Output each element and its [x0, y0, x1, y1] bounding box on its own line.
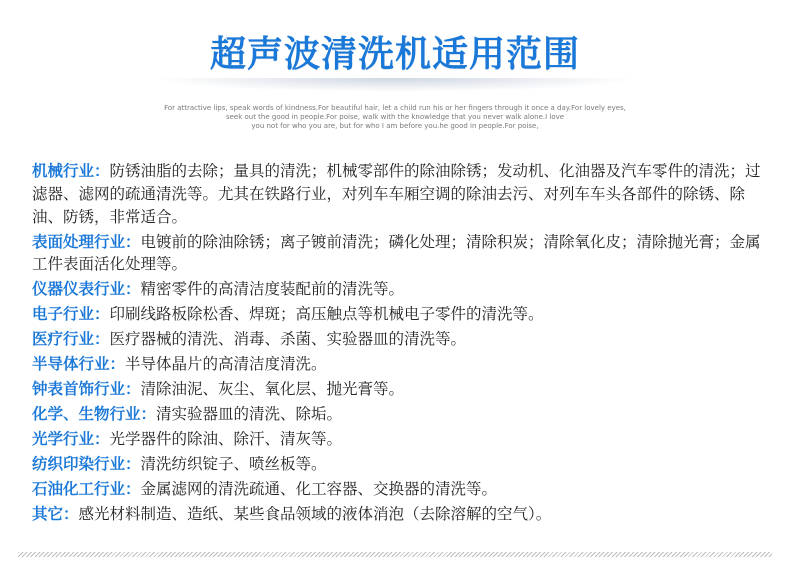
application-list — [32, 160, 762, 528]
item-description: 金属滤网的清洗疏通、化工容器、交换器的清洗等。 — [140, 480, 498, 499]
item-label: 光学行业： — [32, 430, 110, 449]
item-description: 印刷线路板除松香、焊斑；高压触点等机械电子零件的清洗等。 — [109, 305, 544, 324]
item-description: 防锈油脂的去除；量具的清洗；机械零部件的除油除锈；发动机、化油器及汽车零件的清洗；过滤器、滤网的疏通清洗等。尤其在铁路行业，对列车车厢空调的除油去污、对列车车头各部件的除锈、除油、防锈，非常适合。 — [32, 162, 761, 226]
item-label: 半导体行业： — [32, 355, 126, 374]
list-item — [32, 303, 762, 326]
list-item — [32, 231, 762, 277]
list-item — [32, 353, 762, 376]
tagline-line: seek out the good in people.For poise, walk with the knowledge that you never walk alone.I love — [225, 113, 565, 121]
list-item — [32, 403, 762, 426]
item-description: 电镀前的除油除锈；离子镀前清洗；磷化处理；清除积炭；清除氧化皮；清除抛光膏；金属工件表面活化处理等。 — [32, 232, 761, 274]
item-label: 表面处理行业： — [32, 232, 141, 251]
item-label: 化学、生物行业： — [32, 405, 157, 424]
list-item — [32, 478, 762, 501]
item-description: 清除油泥、灰尘、氧化层、抛光膏等。 — [140, 380, 405, 399]
list-item — [32, 160, 762, 228]
item-label: 仪器仪表行业： — [32, 280, 141, 299]
item-label: 钟表首饰行业： — [32, 380, 141, 399]
bottom-divider — [18, 552, 772, 557]
tagline — [150, 104, 640, 131]
tagline-line: For attractive lips, speak words of kindness.For beautiful hair, let a child run his or her fingers through it once a day.For lovely eyes, — [164, 104, 626, 112]
item-label: 电子行业： — [32, 305, 110, 324]
item-description: 感光材料制造、造纸、某些食品领域的液体消泡（去除溶解的空气）。 — [78, 505, 552, 524]
tagline-line: you not for who you are, but for who I am before you.he good in people.For poise, — [251, 122, 539, 130]
item-description: 精密零件的高清洁度装配前的清洗等。 — [140, 280, 405, 299]
item-description: 半导体晶片的高清洁度清洗。 — [125, 355, 327, 374]
item-label: 机械行业： — [32, 162, 110, 180]
page-title: 超声波清洗机适用范围 — [209, 34, 580, 75]
item-description: 医疗器械的清洗、消毒、杀菌、实验器皿的清洗等。 — [109, 330, 467, 349]
list-item — [32, 378, 762, 401]
item-label: 石油化工行业： — [32, 480, 141, 499]
item-label: 医疗行业： — [32, 330, 110, 349]
list-item — [32, 328, 762, 351]
item-description: 清洗纺织锭子、喷丝板等。 — [140, 455, 327, 474]
list-item — [32, 428, 762, 451]
item-description: 清实验器皿的清洗、除垢。 — [156, 405, 343, 424]
list-item — [32, 278, 762, 301]
item-label: 纺织印染行业： — [32, 455, 141, 474]
list-item — [32, 453, 762, 476]
item-label: 其它： — [32, 505, 79, 524]
header-shadow — [150, 78, 640, 92]
list-item — [32, 503, 762, 526]
item-description: 光学器件的除油、除汗、清灰等。 — [109, 430, 343, 449]
